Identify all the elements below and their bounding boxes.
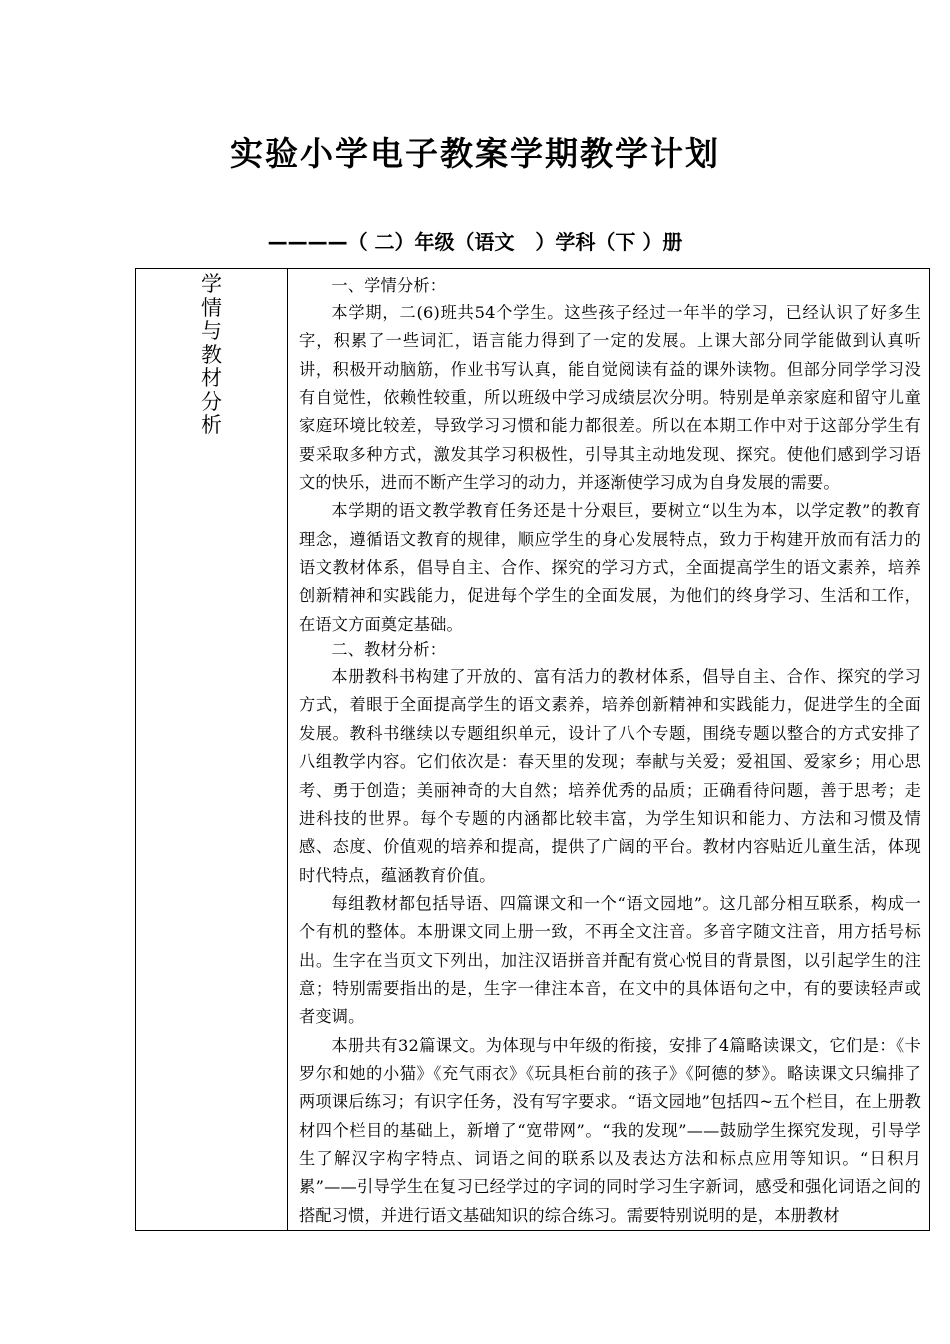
section-content-cell	[288, 269, 930, 1231]
table-row	[136, 269, 930, 1231]
section-heading-textbook-analysis: 二、教材分析：	[331, 640, 447, 660]
section-label-char: 情	[201, 295, 222, 320]
section-label-char: 教	[201, 342, 222, 367]
section-label-char: 材	[201, 366, 222, 390]
section-label-char: 与	[201, 319, 222, 343]
document-subtitle: ————（ 二）年级（语文 ）学科（下 ）册	[267, 230, 683, 254]
paragraph: 本册教科书构建了开放的、富有活力的教材体系，倡导自主、合作、探究的学习方式，着眼于全面提高学生的语文素养，培养创新精神和实践能力，促进学生的全面发展。教科书继续以专题组织单元，设计了八个专题，围绕专题以整合的方式安排了八组教学内容。它们依次是：春天里的发现；奉献与关爱；爱祖国、爱家乡；用心思考、勇于创造；美丽神奇的大自然；培养优秀的品质；正确看待问题，善于思考；走进科技的世界。每个专题的内涵都比较丰富，为学生知识和能力、方法和习惯及情感、态度、价值观的培养和提高，提供了广阔的平台。教材内容贴近儿童生活，体现时代特点，蕴涵教育价值。	[299, 667, 921, 885]
section-label-char: 学	[201, 272, 222, 296]
plan-table	[135, 268, 930, 1231]
section-label	[201, 273, 222, 438]
section-label-cell	[136, 269, 288, 1231]
paragraph: 本册共有32篇课文。为体现与中年级的衔接，安排了4篇略读课文，它们是：《卡罗尔和她的小猫》《充气雨衣》《玩具柜台前的孩子》《阿德的梦》。略读课文只编排了两项课后练习；有识字任务，没有写字要求。“语文园地”包括四~五个栏目，在上册教材四个栏目的基础上，新增了“宽带网”。“我的发现”——鼓励学生探究发现，引导学生了解汉字构字特点、词语之间的联系以及表达方法和标点应用等知识。“日积月累”——引导学生在复习已经学过的字词的同时学习生字新词，感受和强化词语之间的搭配习惯，并进行语文基础知识的综合练习。需要特别说明的是，本册教材	[299, 1035, 921, 1225]
paragraph: 本学期的语文教学教育任务还是十分艰巨，要树立“以生为本，以学定教”的教育理念，遵循语文教育的规律，顺应学生的身心发展特点，致力于构建开放而有活力的语文教材体系，倡导自主、合作、探究的学习方式，全面提高学生的语文素养，培养创新精神和实践能力，促进每个学生的全面发展，为他们的终身学习、生活和工作，在语文方面奠定基础。	[299, 501, 921, 634]
section-label-char: 析	[201, 413, 222, 437]
paragraph: 每组教材都包括导语、四篇课文和一个“语文园地”。这几部分相互联系，构成一个有机的整体。本册课文同上册一致，不再全文注音。多音字随文注音，用方括号标出。生字在当页文下列出，加注汉语拼音并配有赏心悦目的背景图，以引起学生的注意；特别需要指出的是，生字一律注本音，在文中的具体语句之中，有的要读轻声或者变调。	[299, 893, 921, 1027]
section-heading-student-analysis: 一、学情分析：	[331, 276, 447, 295]
paragraph: 本学期，二(6)班共54个学生。这些孩子经过一年半的学习，已经认识了好多生字，积累了一些词汇，语言能力得到了一定的发展。上课大部分同学能做到认真听讲，积极开动脑筋，作业书写认真，能自觉阅读有益的课外读物。但部分同学学习没有自觉性，依赖性较重，所以班级中学习成绩层次分明。特别是单亲家庭和留守儿童家庭环境比较差，导致学习习惯和能力都很差。所以在本期工作中对于这部分学生有要采取多种方式，激发其学习积极性，引导其主动地发现、探究。使他们感到学习语文的快乐，进而不断产生学习的动力，并逐渐使学习成为自身发展的需要。	[299, 303, 921, 493]
section-label-char: 分	[201, 389, 222, 414]
document-title: 实验小学电子教案学期教学计划	[230, 134, 720, 173]
